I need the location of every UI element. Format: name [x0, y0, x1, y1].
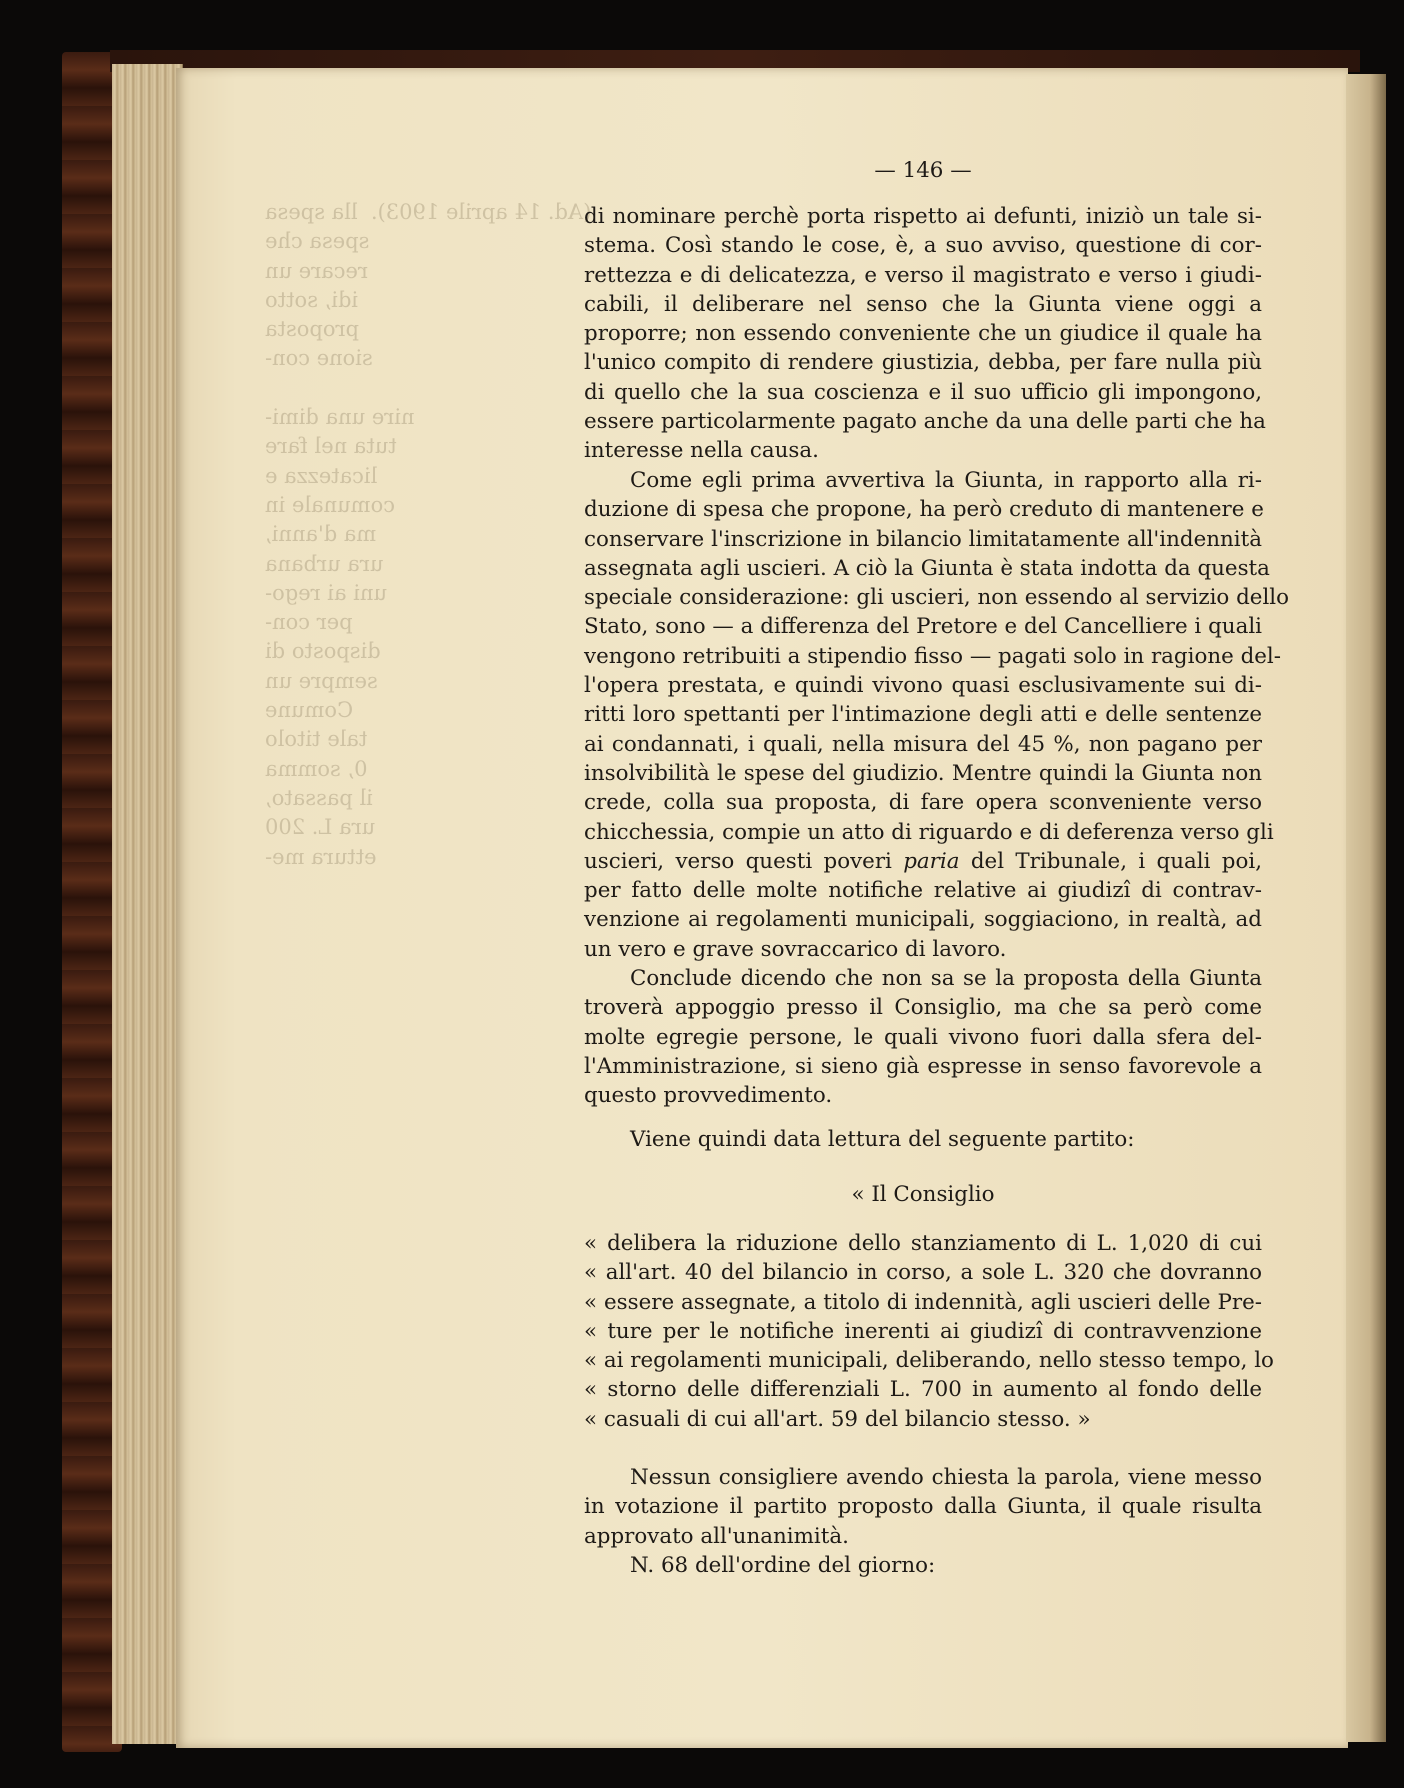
page-number: — 146 —	[874, 158, 972, 183]
text-line: ritti loro spettanti per l'intimazione degli atti e delle sentenze	[584, 702, 1262, 728]
text-line: crede, colla sua proposta, di fare opera sconveniente verso	[584, 790, 1262, 816]
text-line: l'unico compito di rendere giustizia, debba, per fare nulla più	[584, 350, 1262, 376]
text-line: « casuali di cui all'art. 59 del bilancio stesso. »	[584, 1406, 1091, 1432]
text-line: insolvibilità le spese del giudizio. Mentre quindi la Giunta non	[584, 760, 1262, 786]
text-line: in votazione il partito proposto dalla Giunta, il quale risulta	[584, 1494, 1262, 1520]
text-line: di nominare perchè porta rispetto ai defunti, iniziò un tale si-	[584, 204, 1262, 229]
text-line: l'opera prestata, e quindi vivono quasi esclusivamente sui di-	[584, 673, 1262, 699]
text-line: vengono retribuiti a stipendio fisso — pagati solo in ragione del-	[584, 643, 1282, 669]
text-line: uscieri, verso questi poveri paria del Tribunale, i quali poi,	[584, 848, 1263, 874]
text-line: per fatto delle molte notifiche relative ai giudizî di contrav-	[584, 878, 1262, 904]
motion-title: « Il Consiglio	[851, 1182, 995, 1207]
text-line: « delibera la riduzione dello stanziamento di L. 1,020 di cui	[584, 1231, 1262, 1256]
text-line: l'Amministrazione, si sieno già espresse in senso favorevole a	[584, 1053, 1262, 1079]
text-line: un vero e grave sovraccarico di lavoro.	[584, 936, 1007, 962]
text-line: ai condannati, i quali, nella misura del 45 %, non pagano per	[584, 731, 1262, 757]
paragraph-2	[584, 466, 1290, 964]
vote-paragraph	[584, 1463, 1262, 1551]
motion-text	[584, 1229, 1274, 1434]
text-line: « ai regolamenti municipali, deliberando, nello stesso tempo, lo	[584, 1348, 1274, 1374]
page-stack-left	[112, 64, 183, 1744]
paragraph-3	[584, 964, 1262, 1110]
text-line: « all'art. 40 del bilancio in corso, a sole L. 320 che dovranno	[584, 1260, 1262, 1286]
text-line: molte egregie persone, le quali vivono fuori dalla sfera del-	[584, 1024, 1262, 1050]
text-line: Come egli prima avvertiva la Giunta, in rapporto alla ri-	[630, 468, 1262, 493]
paragraph-1	[584, 202, 1266, 466]
text-line: Stato, sono — a differenza del Pretore e del Cancelliere i quali	[584, 614, 1262, 640]
text-line: assegnata agli uscieri. A ciò la Giunta è stata indotta da questa	[584, 555, 1270, 581]
text-line: « essere assegnate, a titolo di indennità, agli uscieri delle Pre-	[584, 1289, 1262, 1315]
text-line: « storno delle differenziali L. 700 in aumento al fondo delle	[584, 1377, 1262, 1403]
text-line: approvato all'unanimità.	[584, 1523, 849, 1549]
text-line: « ture per le notifiche inerenti ai giudizî di contravvenzione	[584, 1318, 1262, 1344]
text-line: essere particolarmente pagato anche da una delle parti che ha	[584, 409, 1266, 435]
text-line: stema. Così stando le cose, è, a suo avviso, questione di cor-	[584, 233, 1262, 259]
text-line: Nessun consigliere avendo chiesta la parola, viene messo	[630, 1465, 1262, 1490]
text-line: proporre; non essendo conveniente che un giudice il quale ha	[584, 321, 1262, 347]
next-agenda-item: N. 68 dell'ordine del giorno:	[630, 1553, 936, 1578]
text-line: venzione ai regolamenti municipali, soggiaciono, in realtà, ad	[584, 907, 1262, 933]
bleed-through-text: (Ad. 14 aprile 1903). lla spesa spesa che recare un idi, sotto proposta sione con- nire una dimi- tuta nel fare licatezza e comunale in ma d'anni, ura urbana uni ai rego- per con- disposto di sempre un Comune tale titolo 0, somma il passato, ura L. 200 ettura me-	[265, 200, 592, 869]
text-line: Conclude dicendo che non sa se la proposta della Giunta	[630, 966, 1262, 991]
text-line: troverà appoggio presso il Consiglio, ma che sa però come	[584, 995, 1262, 1021]
text-line: speciale considerazione: gli uscieri, non essendo al servizio dello	[584, 585, 1290, 611]
text-line: interesse nella causa.	[584, 438, 819, 464]
reading-line: Viene quindi data lettura del seguente partito:	[630, 1127, 1135, 1152]
text-line: duzione di spesa che propone, ha però creduto di mantenere e	[584, 497, 1264, 523]
text-line: conservare l'inscrizione in bilancio limitatamente all'indennità	[584, 526, 1262, 552]
text-line: cabili, il deliberare nel senso che la Giunta viene oggi a	[584, 291, 1262, 317]
page-stack-right	[1346, 74, 1386, 1742]
text-line: chicchessia, compie un atto di riguardo e di deferenza verso gli	[584, 819, 1274, 845]
text-line: rettezza e di delicatezza, e verso il magistrato e verso i giudi-	[584, 262, 1262, 288]
text-line: di quello che la sua coscienza e il suo ufficio gli impongono,	[584, 379, 1262, 405]
text-line: questo provvedimento.	[584, 1083, 833, 1109]
